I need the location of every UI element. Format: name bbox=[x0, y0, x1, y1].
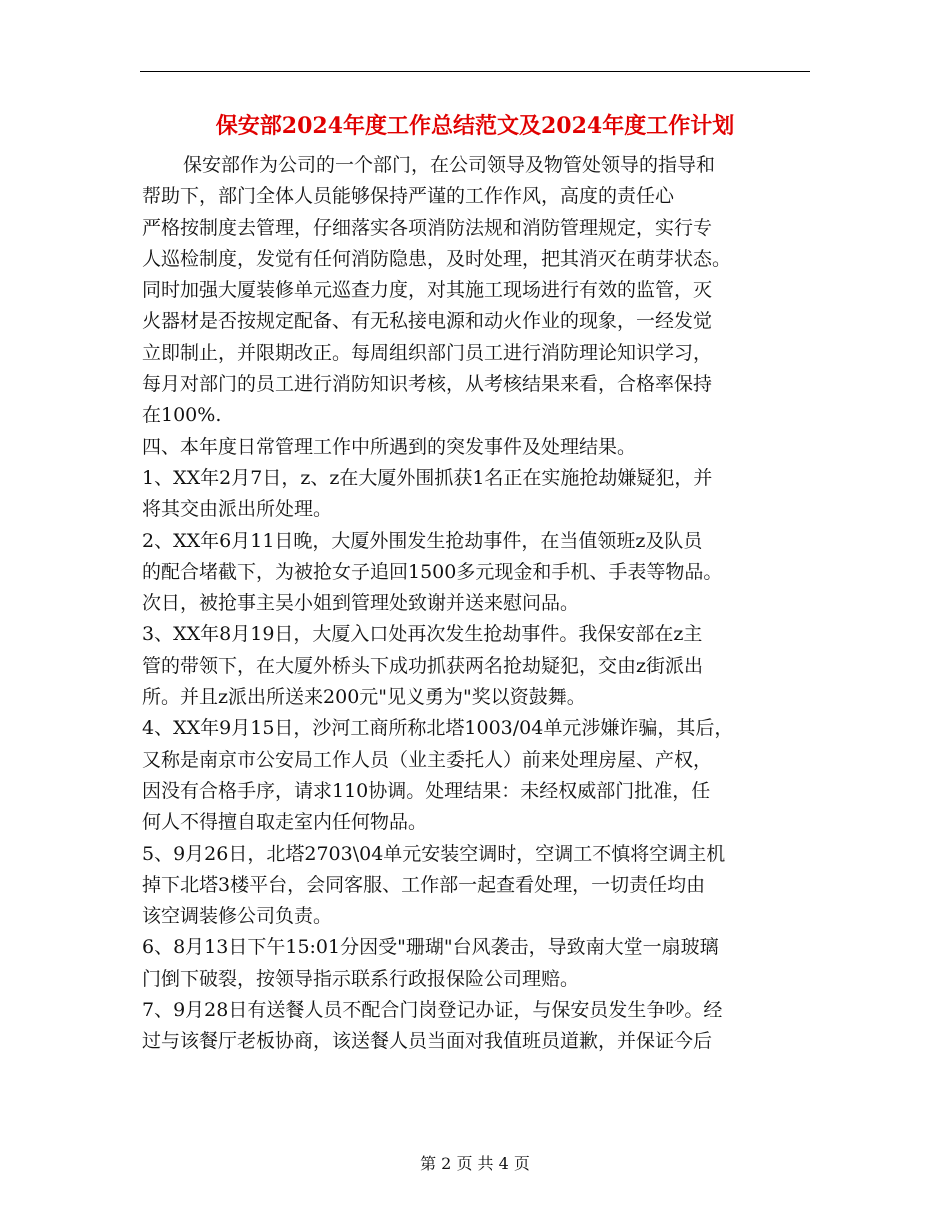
paragraph-line: 火器材是否按规定配备、有无私接电源和动火作业的现象，一经发觉 bbox=[142, 310, 713, 333]
document-body bbox=[142, 150, 810, 1058]
list-item-line: 3、XX年8月19日，大厦入口处再次发生抢劫事件。我保安部在z主 bbox=[142, 623, 703, 646]
paragraph-line: 帮助下，部门全体人员能够保持严谨的工作作风，高度的责任心 bbox=[142, 185, 675, 208]
list-item-line: 门倒下破裂，按领导指示联系行政报保险公司理赔。 bbox=[142, 967, 580, 990]
paragraph-line: 在100%. bbox=[142, 404, 222, 427]
list-item-line: 4、XX年9月15日，沙河工商所称北塔1003/04单元涉嫌诈骗，其后， bbox=[142, 717, 734, 740]
header-rule bbox=[140, 71, 810, 72]
list-item-line: 的配合堵截下，为被抢女子追回1500多元现金和手机、手表等物品。 bbox=[142, 560, 723, 583]
list-item-line: 次日，被抢事主吴小姐到管理处致谢并送来慰问品。 bbox=[142, 592, 580, 615]
paragraph-line: 严格按制度去管理，仔细落实各项消防法规和消防管理规定，实行专 bbox=[142, 216, 713, 239]
list-item-line: 管的带领下，在大厦外桥头下成功抓获两名抢劫疑犯，交由z街派出 bbox=[142, 654, 704, 677]
list-item-line: 又称是南京市公安局工作人员（业主委托人）前来处理房屋、产权， bbox=[142, 748, 713, 771]
paragraph-line: 人巡检制度，发觉有任何消防隐患，及时处理，把其消灭在萌芽状态。 bbox=[142, 247, 732, 270]
list-item-line: 过与该餐厅老板协商，该送餐人员当面对我值班员道歉，并保证今后 bbox=[142, 1030, 713, 1053]
paragraph-line: 同时加强大厦装修单元巡查力度，对其施工现场进行有效的监管，灭 bbox=[142, 279, 713, 302]
list-item-line: 5、9月26日，北塔2703\04单元安装空调时，空调工不慎将空调主机 bbox=[142, 842, 726, 865]
paragraph-line: 每月对部门的员工进行消防知识考核，从考核结果来看，合格率保持 bbox=[142, 373, 713, 396]
list-item-line: 1、XX年2月7日，z、z在大厦外围抓获1名正在实施抢劫嫌疑犯，并 bbox=[142, 466, 713, 489]
page-number: 第 2 页 共 4 页 bbox=[420, 1154, 530, 1173]
list-item-line: 何人不得擅自取走室内任何物品。 bbox=[142, 811, 428, 834]
paragraph-line: 保安部作为公司的一个部门，在公司领导及物管处领导的指导和 bbox=[183, 154, 716, 176]
list-item-line: 掉下北塔3楼平台，会同客服、工作部一起查看处理，一切责任均由 bbox=[142, 873, 706, 896]
list-item-line: 因没有合格手序，请求110协调。处理结果：未经权威部门批准，任 bbox=[142, 779, 711, 802]
section-heading: 四、本年度日常管理工作中所遇到的突发事件及处理结果。 bbox=[142, 435, 637, 458]
list-item-line: 所。并且z派出所送来200元"见义勇为"奖以资鼓舞。 bbox=[142, 686, 586, 709]
paragraph-line: 立即制止，并限期改正。每周组织部门员工进行消防理论知识学习， bbox=[142, 341, 713, 364]
list-item-line: 将其交由派出所处理。 bbox=[142, 498, 333, 521]
list-item-line: 2、XX年6月11日晚，大厦外围发生抢劫事件，在当值领班z及队员 bbox=[142, 529, 703, 552]
document-title: 保安部2024年度工作总结范文及2024年度工作计划 bbox=[215, 113, 735, 139]
list-item-line: 7、9月28日有送餐人员不配合门岗登记办证，与保安员发生争吵。经 bbox=[142, 999, 723, 1022]
list-item-line: 该空调装修公司负责。 bbox=[142, 905, 333, 928]
list-item-line: 6、8月13日下午15:01分因受"珊瑚"台风袭击，导致南大堂一扇玻璃 bbox=[142, 936, 719, 959]
